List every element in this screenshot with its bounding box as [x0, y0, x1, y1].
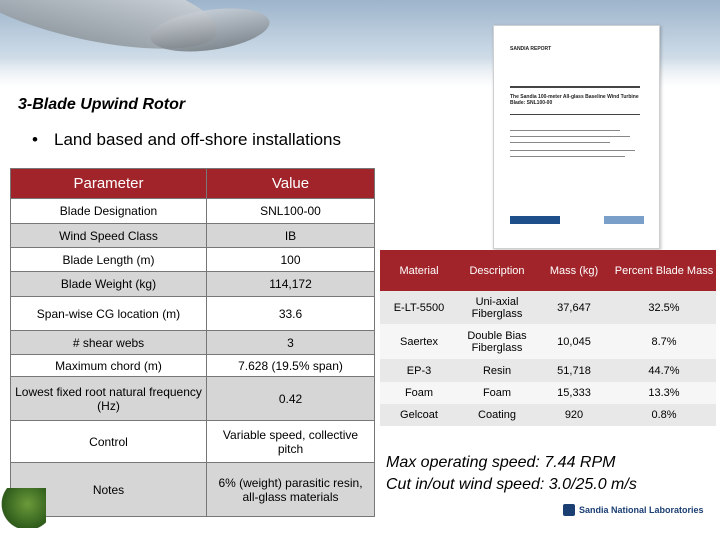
report-cover-thumbnail [493, 25, 660, 249]
partner-logo-image [604, 216, 644, 224]
table-row: Saertex Double Bias Fiberglass 10,045 8.7% [380, 324, 716, 359]
column-header: Material [380, 250, 458, 291]
table-row: Gelcoat Coating 920 0.8% [380, 404, 716, 426]
cut-in-out-text: Cut in/out wind speed: 3.0/25.0 m/s [386, 476, 637, 493]
column-header: Mass (kg) [536, 250, 612, 291]
sandia-logo-image [510, 216, 560, 224]
column-header: Description [458, 250, 536, 291]
column-header: Value [207, 169, 375, 199]
leaf-icon [0, 488, 46, 528]
table-row: Lowest fixed root natural frequency (Hz) 0.42 [11, 377, 375, 421]
material-table [380, 250, 716, 426]
slide-title: 3-Blade Upwind Rotor [18, 96, 186, 113]
table-row: Blade Weight (kg) 114,172 [11, 272, 375, 297]
table-row: EP-3 Resin 51,718 44.7% [380, 359, 716, 382]
table-row: Maximum chord (m) 7.628 (19.5% span) [11, 355, 375, 377]
table-row: # shear webs 3 [11, 331, 375, 355]
parameter-table [10, 168, 375, 517]
table-row: E-LT-5500 Uni-axial Fiberglass 37,647 32.5% [380, 291, 716, 324]
column-header: Percent Blade Mass [612, 250, 716, 291]
table-row: Span-wise CG location (m) 33.6 [11, 297, 375, 331]
report-title: The Sandia 100-meter All-glass Baseline Wind Turbine Blade: SNL100-00 [510, 94, 639, 106]
max-speed-text: Max operating speed: 7.44 RPM [386, 454, 616, 471]
table-row: Blade Designation SNL100-00 [11, 199, 375, 224]
table-header-row [380, 250, 716, 291]
report-header: SANDIA REPORT [510, 46, 552, 52]
table-row: Notes 6% (weight) parasitic resin, all-glass materials [11, 463, 375, 517]
table-header-row [11, 169, 375, 199]
thunderbird-icon [563, 504, 575, 516]
sandia-logo: Sandia National Laboratories [563, 504, 704, 516]
table-row: Blade Length (m) 100 [11, 248, 375, 272]
table-row: Wind Speed Class IB [11, 224, 375, 248]
bullet-icon: • [32, 130, 38, 149]
column-header: Parameter [11, 169, 207, 199]
table-row: Control Variable speed, collective pitch [11, 421, 375, 463]
bullet-point: • Land based and off-shore installations [32, 130, 341, 149]
operating-speed-notes [386, 452, 637, 496]
table-row: Foam Foam 15,333 13.3% [380, 382, 716, 404]
